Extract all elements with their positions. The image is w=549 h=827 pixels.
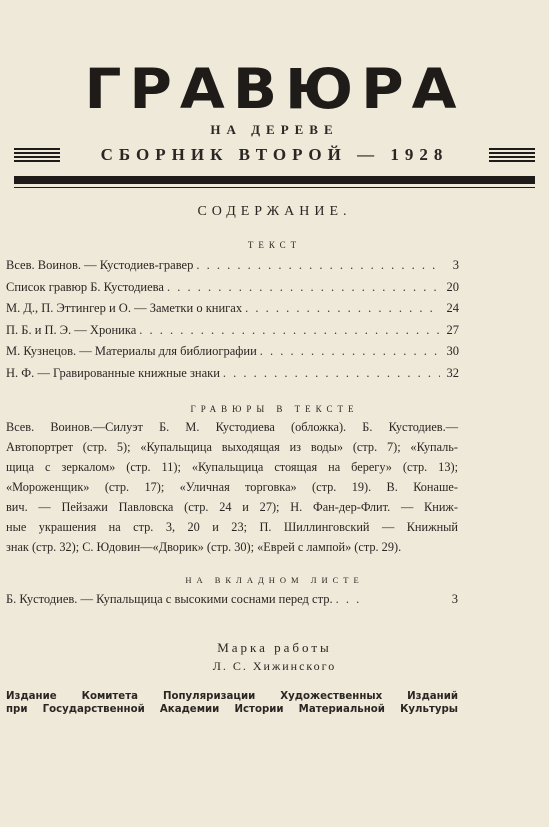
- toc-entry[interactable]: [6, 258, 459, 280]
- publisher-imprint: [6, 690, 458, 716]
- toc-entry-page: 27: [446, 322, 459, 337]
- toc-entry[interactable]: [6, 344, 459, 366]
- toc-entry[interactable]: [6, 323, 459, 345]
- toc-entry-title: П. Б. и П. Э. — Хроника: [6, 322, 137, 337]
- paragraph-line: щица с зеркалом» (стр. 11); «Купальщица стоящая на берегу» (стр. 13);: [6, 460, 458, 474]
- toc-entry-title: Н. Ф. — Гравированные книжные знаки: [6, 365, 220, 380]
- text-section-heading: ТЕКСТ: [247, 240, 302, 250]
- insert-heading: НА ВКЛАДНОМ ЛИСТЕ: [185, 575, 364, 585]
- paragraph-line: вич. — Пейзажи Павловска (стр. 24 и 27); Н. Фан-дер-Флит. — Книж-: [6, 500, 458, 514]
- paragraph-line: «Мороженщик» (стр. 17); «Уличная торговка» (стр. 19). В. Конаше-: [6, 480, 458, 494]
- thin-divider: [14, 187, 535, 188]
- thick-divider: [14, 176, 535, 184]
- toc-entry-page: 20: [446, 279, 459, 294]
- toc-entry-title: М. Д., П. Эттингер и О. — Заметки о книгах: [6, 301, 243, 316]
- toc-entry-page: 32: [446, 365, 459, 380]
- toc-leader-dots: [245, 301, 440, 316]
- toc-entry-title: Всев. Воинов. — Кустодиев-гравер: [6, 258, 194, 272]
- insert-entry-page: 3: [451, 592, 458, 606]
- toc-entry-page: 24: [446, 301, 459, 316]
- toc-entry[interactable]: [6, 280, 459, 302]
- insert-entry-title: Б. Кустодиев. — Купальщица с высокими соснами перед стр.: [6, 592, 333, 606]
- toc-entry-page: 30: [446, 344, 459, 359]
- toc-entry[interactable]: [6, 301, 459, 323]
- paragraph-line: ные украшения на стр. 3, 20 и 23; П. Шиллинговский — Книжный: [6, 520, 458, 534]
- table-of-contents: [6, 258, 459, 388]
- paragraph-line: Всев. Воинов.—Силуэт Б. М. Кустодиева (обложка). Б. Кустодиев.—: [6, 420, 458, 434]
- contents-heading: СОДЕРЖАНИЕ.: [197, 204, 352, 219]
- toc-leader-dots: [167, 280, 440, 295]
- toc-entry-page: 3: [452, 258, 459, 272]
- mark-author: Л. С. Хижинского: [212, 659, 337, 673]
- right-ornament-bars: [489, 148, 535, 162]
- page-title: ГРАВЮРА: [84, 56, 465, 122]
- toc-leader-dots: [139, 323, 440, 338]
- toc-leader-dots: [223, 366, 440, 381]
- toc-entry-title: Список гравюр Б. Кустодиева: [6, 279, 164, 294]
- left-ornament-bars: [14, 148, 60, 162]
- engravings-heading: ГРАВЮРЫ В ТЕКСТЕ: [190, 404, 359, 414]
- insert-leader-dots: [336, 592, 439, 607]
- series-label: СБОРНИК ВТОРОЙ — 1928: [100, 145, 449, 164]
- mark-label: Марка работы: [217, 640, 332, 655]
- toc-leader-dots: [196, 258, 440, 273]
- series-banner: [14, 144, 535, 166]
- toc-leader-dots: [260, 344, 440, 359]
- publisher-line: при Государственной Академии Истории Материальной Культуры: [6, 704, 458, 715]
- paragraph-line: знак (стр. 32); С. Юдовин—«Дворик» (стр. 30); «Еврей с лампой» (стр. 29).: [6, 540, 402, 554]
- toc-entry[interactable]: [6, 366, 459, 388]
- insert-entry[interactable]: [6, 592, 458, 607]
- paragraph-line: Автопортрет (стр. 5); «Купальщица выходящая из воды» (стр. 7); «Купаль-: [6, 440, 458, 454]
- publisher-line: Издание Комитета Популяризации Художественных Изданий: [6, 691, 458, 702]
- toc-entry-title: М. Кузнецов. — Материалы для библиографии: [6, 344, 257, 359]
- page-subtitle: НА ДЕРЕВЕ: [210, 122, 339, 137]
- engravings-paragraph: [6, 420, 458, 560]
